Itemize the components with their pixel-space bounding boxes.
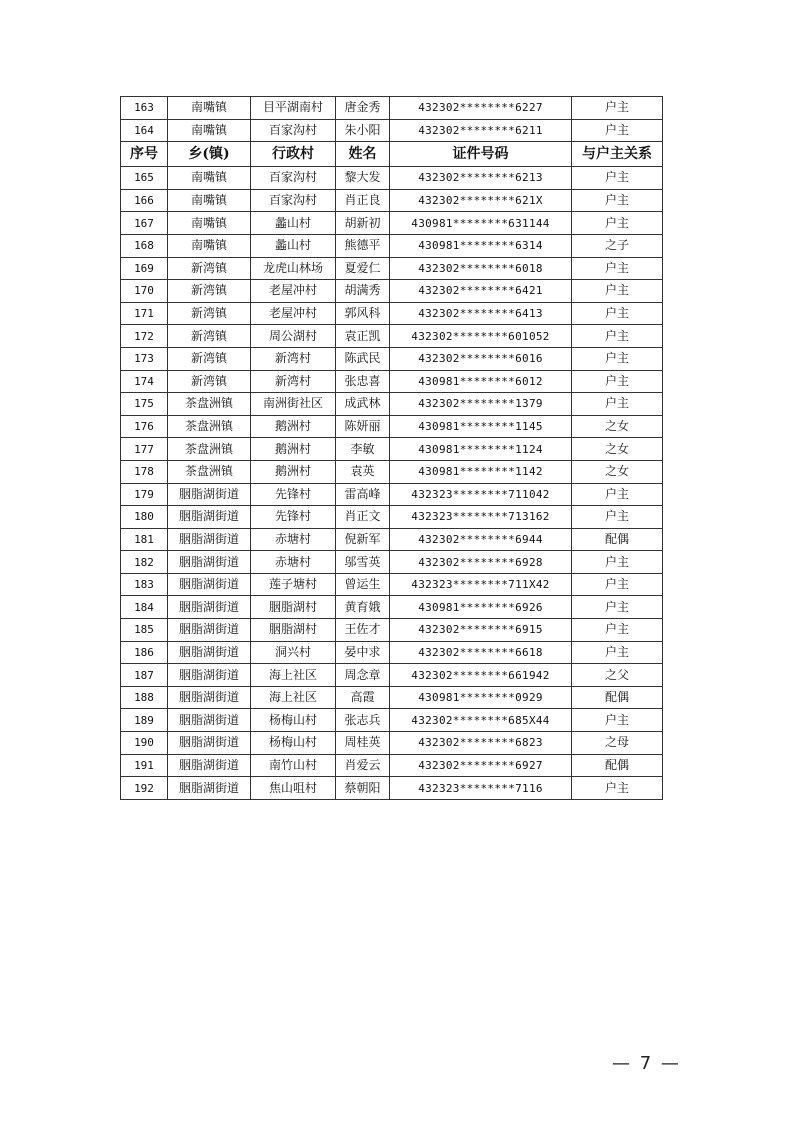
relationship-cell: 户主 (572, 393, 663, 416)
town-cell: 新湾镇 (168, 302, 251, 325)
serial-cell: 191 (121, 754, 168, 777)
name-cell: 熊德平 (336, 234, 390, 257)
village-cell: 南竹山村 (251, 754, 336, 777)
id-number-cell: 432302********1379 (390, 393, 572, 416)
id-number-cell: 432302********6213 (390, 167, 572, 190)
village-cell: 赤塘村 (251, 551, 336, 574)
relationship-cell: 户主 (572, 641, 663, 664)
serial-cell: 163 (121, 97, 168, 120)
name-cell: 唐金秀 (336, 97, 390, 120)
table-row (121, 302, 663, 325)
relationship-cell: 户主 (572, 347, 663, 370)
id-number-cell: 432323********713162 (390, 506, 572, 529)
village-cell: 赤塘村 (251, 528, 336, 551)
village-cell: 龙虎山林场 (251, 257, 336, 280)
serial-cell: 171 (121, 302, 168, 325)
id-number-cell: 432302********6016 (390, 347, 572, 370)
serial-cell: 178 (121, 460, 168, 483)
village-cell: 目平湖南村 (251, 97, 336, 120)
village-cell: 杨梅山村 (251, 732, 336, 755)
serial-cell: 175 (121, 393, 168, 416)
table-row (121, 438, 663, 461)
id-number-cell: 432302********6421 (390, 280, 572, 303)
serial-cell: 174 (121, 370, 168, 393)
serial-cell: 170 (121, 280, 168, 303)
relationship-cell: 之女 (572, 415, 663, 438)
table-row (121, 664, 663, 687)
town-cell: 胭脂湖街道 (168, 732, 251, 755)
id-number-cell: 430981********6012 (390, 370, 572, 393)
serial-cell: 182 (121, 551, 168, 574)
id-number-cell: 430981********6926 (390, 596, 572, 619)
village-cell: 百家沟村 (251, 119, 336, 142)
village-cell: 新湾村 (251, 347, 336, 370)
town-cell: 胭脂湖街道 (168, 641, 251, 664)
table-row (121, 551, 663, 574)
town-cell: 胭脂湖街道 (168, 709, 251, 732)
serial-cell: 172 (121, 325, 168, 348)
relationship-cell: 配偶 (572, 528, 663, 551)
header-town: 乡(镇) (168, 142, 251, 167)
village-cell: 新湾村 (251, 370, 336, 393)
table-row (121, 280, 663, 303)
name-cell: 周念章 (336, 664, 390, 687)
village-cell: 胭脂湖村 (251, 596, 336, 619)
town-cell: 南嘴镇 (168, 189, 251, 212)
header-relationship: 与户主关系 (572, 142, 663, 167)
id-number-cell: 432323********711042 (390, 483, 572, 506)
relationship-cell: 户主 (572, 483, 663, 506)
relationship-cell: 户主 (572, 257, 663, 280)
table-row (121, 709, 663, 732)
serial-cell: 165 (121, 167, 168, 190)
table-row (121, 167, 663, 190)
name-cell: 陈妍丽 (336, 415, 390, 438)
serial-cell: 190 (121, 732, 168, 755)
serial-cell: 177 (121, 438, 168, 461)
town-cell: 胭脂湖街道 (168, 619, 251, 642)
table-row (121, 460, 663, 483)
village-cell: 先锋村 (251, 483, 336, 506)
relationship-cell: 户主 (572, 302, 663, 325)
town-cell: 茶盘洲镇 (168, 415, 251, 438)
table-row (121, 189, 663, 212)
id-number-cell: 432302********601052 (390, 325, 572, 348)
id-number-cell: 430981********6314 (390, 234, 572, 257)
name-cell: 高霞 (336, 686, 390, 709)
relationship-cell: 户主 (572, 596, 663, 619)
village-cell: 焦山咀村 (251, 777, 336, 800)
id-number-cell: 432302********6018 (390, 257, 572, 280)
serial-cell: 187 (121, 664, 168, 687)
id-number-cell: 430981********1124 (390, 438, 572, 461)
id-number-cell: 432302********6618 (390, 641, 572, 664)
id-number-cell: 432302********6823 (390, 732, 572, 755)
town-cell: 胭脂湖街道 (168, 528, 251, 551)
town-cell: 南嘴镇 (168, 97, 251, 120)
id-number-cell: 432302********6413 (390, 302, 572, 325)
name-cell: 李敏 (336, 438, 390, 461)
serial-cell: 179 (121, 483, 168, 506)
table-row (121, 370, 663, 393)
relationship-cell: 之女 (572, 460, 663, 483)
name-cell: 胡满秀 (336, 280, 390, 303)
serial-cell: 185 (121, 619, 168, 642)
village-cell: 南洲街社区 (251, 393, 336, 416)
relationship-cell: 之母 (572, 732, 663, 755)
relationship-cell: 户主 (572, 119, 663, 142)
id-number-cell: 430981********1145 (390, 415, 572, 438)
relationship-cell: 户主 (572, 551, 663, 574)
name-cell: 肖正文 (336, 506, 390, 529)
table-row (121, 596, 663, 619)
name-cell: 黄育娥 (336, 596, 390, 619)
village-cell: 鹅洲村 (251, 415, 336, 438)
header-row (121, 142, 663, 167)
village-cell: 莲子塘村 (251, 573, 336, 596)
table-row (121, 641, 663, 664)
id-number-cell: 432302********6915 (390, 619, 572, 642)
serial-cell: 184 (121, 596, 168, 619)
town-cell: 新湾镇 (168, 370, 251, 393)
relationship-cell: 户主 (572, 97, 663, 120)
town-cell: 胭脂湖街道 (168, 573, 251, 596)
id-number-cell: 430981********1142 (390, 460, 572, 483)
id-number-cell: 432323********7116 (390, 777, 572, 800)
serial-cell: 188 (121, 686, 168, 709)
name-cell: 成武林 (336, 393, 390, 416)
id-number-cell: 432302********6928 (390, 551, 572, 574)
town-cell: 南嘴镇 (168, 212, 251, 235)
table-row (121, 257, 663, 280)
header-name: 姓名 (336, 142, 390, 167)
serial-cell: 173 (121, 347, 168, 370)
table-row (121, 483, 663, 506)
town-cell: 茶盘洲镇 (168, 438, 251, 461)
id-number-cell: 432302********6927 (390, 754, 572, 777)
table-row (121, 506, 663, 529)
town-cell: 南嘴镇 (168, 167, 251, 190)
serial-cell: 176 (121, 415, 168, 438)
header-village: 行政村 (251, 142, 336, 167)
village-cell: 蠡山村 (251, 234, 336, 257)
village-cell: 海上社区 (251, 686, 336, 709)
relationship-cell: 户主 (572, 619, 663, 642)
relationship-cell: 户主 (572, 212, 663, 235)
serial-cell: 192 (121, 777, 168, 800)
town-cell: 南嘴镇 (168, 234, 251, 257)
village-cell: 老屋冲村 (251, 280, 336, 303)
page-number: — 7 — (612, 1053, 681, 1074)
table-header (121, 142, 663, 167)
name-cell: 胡新初 (336, 212, 390, 235)
name-cell: 肖正良 (336, 189, 390, 212)
serial-cell: 181 (121, 528, 168, 551)
town-cell: 胭脂湖街道 (168, 483, 251, 506)
relationship-cell: 户主 (572, 506, 663, 529)
serial-cell: 167 (121, 212, 168, 235)
relationship-cell: 户主 (572, 709, 663, 732)
table-row (121, 325, 663, 348)
table-row (121, 619, 663, 642)
table-row (121, 234, 663, 257)
town-cell: 胭脂湖街道 (168, 551, 251, 574)
serial-cell: 180 (121, 506, 168, 529)
town-cell: 胭脂湖街道 (168, 686, 251, 709)
village-cell: 百家沟村 (251, 189, 336, 212)
name-cell: 周桂英 (336, 732, 390, 755)
id-number-cell: 432302********6211 (390, 119, 572, 142)
serial-cell: 168 (121, 234, 168, 257)
town-cell: 胭脂湖街道 (168, 754, 251, 777)
table-row (121, 777, 663, 800)
village-cell: 胭脂湖村 (251, 619, 336, 642)
relationship-cell: 户主 (572, 370, 663, 393)
village-cell: 杨梅山村 (251, 709, 336, 732)
name-cell: 陈武民 (336, 347, 390, 370)
town-cell: 新湾镇 (168, 280, 251, 303)
name-cell: 晏中求 (336, 641, 390, 664)
name-cell: 郭风科 (336, 302, 390, 325)
relationship-cell: 户主 (572, 189, 663, 212)
table-row (121, 97, 663, 120)
name-cell: 曾运生 (336, 573, 390, 596)
town-cell: 胭脂湖街道 (168, 506, 251, 529)
id-number-cell: 430981********0929 (390, 686, 572, 709)
table-row (121, 686, 663, 709)
name-cell: 袁正凯 (336, 325, 390, 348)
relationship-cell: 户主 (572, 777, 663, 800)
id-number-cell: 432323********711X42 (390, 573, 572, 596)
name-cell: 蔡朝阳 (336, 777, 390, 800)
name-cell: 张忠喜 (336, 370, 390, 393)
table-row (121, 528, 663, 551)
serial-cell: 166 (121, 189, 168, 212)
name-cell: 张志兵 (336, 709, 390, 732)
relationship-cell: 之父 (572, 664, 663, 687)
id-number-cell: 432302********6944 (390, 528, 572, 551)
village-cell: 海上社区 (251, 664, 336, 687)
id-number-cell: 432302********6227 (390, 97, 572, 120)
table-row (121, 573, 663, 596)
village-cell: 蠡山村 (251, 212, 336, 235)
serial-cell: 186 (121, 641, 168, 664)
table-row (121, 212, 663, 235)
id-number-cell: 432302********661942 (390, 664, 572, 687)
header-id-number: 证件号码 (390, 142, 572, 167)
table-row (121, 732, 663, 755)
name-cell: 王佐才 (336, 619, 390, 642)
town-cell: 胭脂湖街道 (168, 664, 251, 687)
table-row (121, 119, 663, 142)
relationship-cell: 户主 (572, 280, 663, 303)
village-cell: 先锋村 (251, 506, 336, 529)
village-cell: 鹅洲村 (251, 460, 336, 483)
serial-cell: 189 (121, 709, 168, 732)
relationship-cell: 配偶 (572, 754, 663, 777)
id-number-cell: 430981********631144 (390, 212, 572, 235)
relationship-cell: 之子 (572, 234, 663, 257)
table-row (121, 415, 663, 438)
name-cell: 袁英 (336, 460, 390, 483)
village-cell: 周公湖村 (251, 325, 336, 348)
town-cell: 新湾镇 (168, 325, 251, 348)
name-cell: 雷高峰 (336, 483, 390, 506)
town-cell: 新湾镇 (168, 347, 251, 370)
town-cell: 胭脂湖街道 (168, 777, 251, 800)
name-cell: 夏爱仁 (336, 257, 390, 280)
table-row (121, 754, 663, 777)
rows-before-header (121, 97, 663, 142)
village-cell: 百家沟村 (251, 167, 336, 190)
town-cell: 胭脂湖街道 (168, 596, 251, 619)
name-cell: 黎大发 (336, 167, 390, 190)
relationship-cell: 户主 (572, 167, 663, 190)
serial-cell: 164 (121, 119, 168, 142)
name-cell: 倪新军 (336, 528, 390, 551)
rows-main (121, 167, 663, 800)
village-cell: 洞兴村 (251, 641, 336, 664)
name-cell: 邬雪英 (336, 551, 390, 574)
table-row (121, 393, 663, 416)
id-number-cell: 432302********621X (390, 189, 572, 212)
serial-cell: 169 (121, 257, 168, 280)
name-cell: 肖爱云 (336, 754, 390, 777)
village-cell: 老屋冲村 (251, 302, 336, 325)
relationship-cell: 户主 (572, 325, 663, 348)
relationship-cell: 之女 (572, 438, 663, 461)
name-cell: 朱小阳 (336, 119, 390, 142)
village-cell: 鹅洲村 (251, 438, 336, 461)
relationship-cell: 户主 (572, 573, 663, 596)
header-serial: 序号 (121, 142, 168, 167)
roster-table (120, 96, 663, 800)
town-cell: 南嘴镇 (168, 119, 251, 142)
table-row (121, 347, 663, 370)
town-cell: 茶盘洲镇 (168, 460, 251, 483)
relationship-cell: 配偶 (572, 686, 663, 709)
id-number-cell: 432302********685X44 (390, 709, 572, 732)
town-cell: 茶盘洲镇 (168, 393, 251, 416)
town-cell: 新湾镇 (168, 257, 251, 280)
serial-cell: 183 (121, 573, 168, 596)
